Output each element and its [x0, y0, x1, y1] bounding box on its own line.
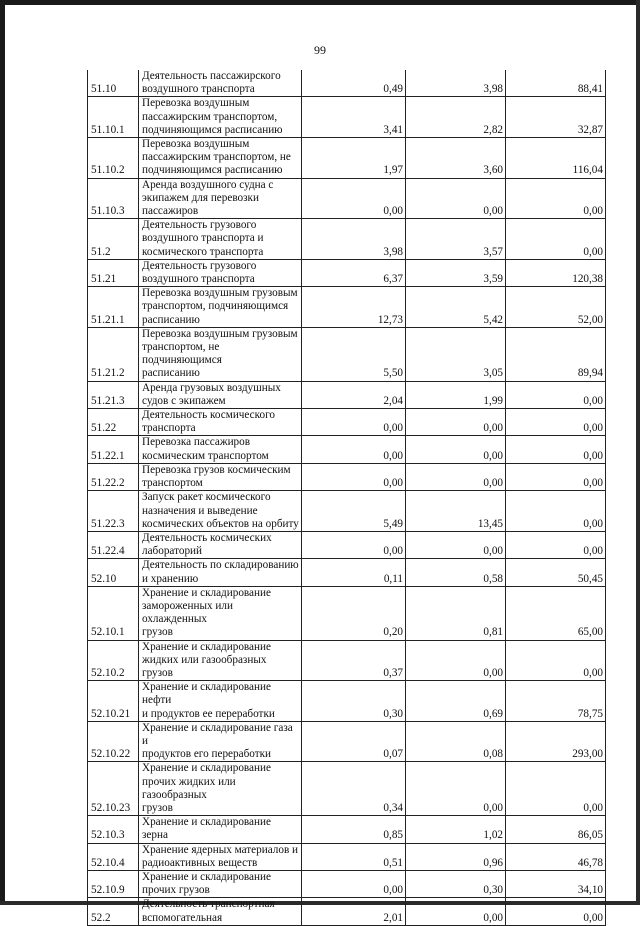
row-value-3-cell: 120,38 — [506, 259, 606, 286]
row-name-cell: Деятельность по складированию и хранению — [139, 559, 302, 586]
row-value-3-cell: 78,75 — [506, 681, 606, 722]
row-value-2-cell: 0,08 — [406, 721, 506, 762]
row-code-cell: 52.2 — [88, 898, 139, 925]
scan-border-left — [0, 0, 5, 905]
row-code-cell: 52.10.3 — [88, 816, 139, 843]
row-value-3-cell: 0,00 — [506, 762, 606, 816]
row-code-cell: 51.10 — [88, 70, 139, 97]
row-code-cell: 51.22.1 — [88, 436, 139, 463]
row-code-cell: 52.10.1 — [88, 586, 139, 640]
table-row — [88, 491, 606, 532]
row-value-3-cell: 88,41 — [506, 70, 606, 97]
row-value-1-cell: 1,97 — [302, 138, 406, 179]
table-row — [88, 681, 606, 722]
row-code-cell: 51.21.3 — [88, 381, 139, 408]
row-value-1-cell: 6,37 — [302, 259, 406, 286]
row-value-2-cell: 1,99 — [406, 381, 506, 408]
row-name-cell: Хранение и складирование газа и продуктов его переработки — [139, 721, 302, 762]
row-value-1-cell: 3,98 — [302, 219, 406, 260]
row-value-1-cell: 0,34 — [302, 762, 406, 816]
row-code-cell: 51.22.4 — [88, 531, 139, 558]
table-body — [88, 70, 606, 925]
row-value-1-cell: 0,49 — [302, 70, 406, 97]
table-row — [88, 816, 606, 843]
table-row — [88, 409, 606, 436]
row-value-1-cell: 0,00 — [302, 436, 406, 463]
row-value-2-cell: 13,45 — [406, 491, 506, 532]
table-row — [88, 640, 606, 681]
row-value-2-cell: 3,60 — [406, 138, 506, 179]
row-value-3-cell: 0,00 — [506, 898, 606, 925]
row-code-cell: 52.10.9 — [88, 870, 139, 897]
table-row — [88, 327, 606, 381]
row-value-3-cell: 0,00 — [506, 531, 606, 558]
row-value-2-cell: 0,00 — [406, 436, 506, 463]
row-value-1-cell: 0,85 — [302, 816, 406, 843]
row-code-cell: 51.21.2 — [88, 327, 139, 381]
row-code-cell: 51.10.3 — [88, 178, 139, 219]
row-code-cell: 51.21.1 — [88, 287, 139, 328]
row-value-1-cell: 0,00 — [302, 409, 406, 436]
row-value-2-cell: 1,02 — [406, 816, 506, 843]
row-value-1-cell: 0,00 — [302, 463, 406, 490]
table-row — [88, 219, 606, 260]
row-name-cell: Перевозка воздушным грузовым транспортом, подчиняющимся расписанию — [139, 287, 302, 328]
row-code-cell: 51.22.3 — [88, 491, 139, 532]
row-value-1-cell: 3,41 — [302, 97, 406, 138]
row-value-3-cell: 0,00 — [506, 491, 606, 532]
row-value-2-cell: 0,30 — [406, 870, 506, 897]
row-name-cell: Хранение и складирование зерна — [139, 816, 302, 843]
table-row — [88, 559, 606, 586]
table-row — [88, 138, 606, 179]
row-name-cell: Хранение ядерных материалов и радиоактивных веществ — [139, 843, 302, 870]
row-value-3-cell: 52,00 — [506, 287, 606, 328]
row-code-cell: 52.10.4 — [88, 843, 139, 870]
row-name-cell: Хранение и складирование жидких или газообразных грузов — [139, 640, 302, 681]
table-row — [88, 843, 606, 870]
row-value-1-cell: 5,49 — [302, 491, 406, 532]
scan-border-top — [0, 0, 640, 5]
row-value-1-cell: 0,20 — [302, 586, 406, 640]
row-name-cell: Деятельность транспортная вспомогательная — [139, 898, 302, 925]
row-value-3-cell: 89,94 — [506, 327, 606, 381]
row-code-cell: 51.10.2 — [88, 138, 139, 179]
row-value-3-cell: 0,00 — [506, 178, 606, 219]
row-code-cell: 51.22 — [88, 409, 139, 436]
row-value-2-cell: 3,57 — [406, 219, 506, 260]
row-value-3-cell: 293,00 — [506, 721, 606, 762]
row-name-cell: Аренда грузовых воздушных судов с экипажем — [139, 381, 302, 408]
row-value-2-cell: 0,58 — [406, 559, 506, 586]
row-name-cell: Деятельность космических лабораторий — [139, 531, 302, 558]
row-value-2-cell: 0,00 — [406, 640, 506, 681]
row-name-cell: Перевозка грузов космическим транспортом — [139, 463, 302, 490]
row-value-2-cell: 2,82 — [406, 97, 506, 138]
table-row — [88, 531, 606, 558]
row-value-1-cell: 12,73 — [302, 287, 406, 328]
row-value-2-cell: 0,00 — [406, 463, 506, 490]
row-name-cell: Перевозка пассажиров космическим транспортом — [139, 436, 302, 463]
row-name-cell: Хранение и складирование замороженных или охлажденных грузов — [139, 586, 302, 640]
row-value-2-cell: 3,59 — [406, 259, 506, 286]
table-row — [88, 381, 606, 408]
row-name-cell: Хранение и складирование прочих грузов — [139, 870, 302, 897]
row-value-3-cell: 86,05 — [506, 816, 606, 843]
row-value-3-cell: 34,10 — [506, 870, 606, 897]
row-value-3-cell: 0,00 — [506, 219, 606, 260]
row-value-2-cell: 0,96 — [406, 843, 506, 870]
row-name-cell: Перевозка воздушным пассажирским транспортом, не подчиняющимся расписанию — [139, 138, 302, 179]
table-row — [88, 463, 606, 490]
row-value-1-cell: 0,30 — [302, 681, 406, 722]
row-value-1-cell: 0,11 — [302, 559, 406, 586]
row-name-cell: Деятельность грузового воздушного транспорта и космического транспорта — [139, 219, 302, 260]
row-value-1-cell: 5,50 — [302, 327, 406, 381]
table-row — [88, 721, 606, 762]
table-row — [88, 762, 606, 816]
row-value-3-cell: 50,45 — [506, 559, 606, 586]
row-code-cell: 52.10.23 — [88, 762, 139, 816]
row-code-cell: 51.10.1 — [88, 97, 139, 138]
row-value-1-cell: 0,00 — [302, 870, 406, 897]
table-row — [88, 870, 606, 897]
table-row — [88, 259, 606, 286]
table-row — [88, 97, 606, 138]
page-number: 99 — [314, 43, 326, 57]
row-name-cell: Деятельность пассажирского воздушного транспорта — [139, 70, 302, 97]
table-row — [88, 898, 606, 925]
row-name-cell: Аренда воздушного судна с экипажем для перевозки пассажиров — [139, 178, 302, 219]
row-value-1-cell: 0,00 — [302, 178, 406, 219]
table-row — [88, 436, 606, 463]
row-value-1-cell: 0,00 — [302, 531, 406, 558]
row-value-2-cell: 3,98 — [406, 70, 506, 97]
row-code-cell: 52.10 — [88, 559, 139, 586]
scan-border-right — [636, 0, 640, 905]
row-value-2-cell: 0,00 — [406, 178, 506, 219]
row-value-2-cell: 0,81 — [406, 586, 506, 640]
row-value-3-cell: 0,00 — [506, 640, 606, 681]
row-name-cell: Деятельность грузового воздушного транспорта — [139, 259, 302, 286]
row-code-cell: 51.22.2 — [88, 463, 139, 490]
row-value-3-cell: 0,00 — [506, 409, 606, 436]
row-value-3-cell: 0,00 — [506, 463, 606, 490]
row-name-cell: Перевозка воздушным пассажирским транспортом, подчиняющимся расписанию — [139, 97, 302, 138]
row-value-1-cell: 0,51 — [302, 843, 406, 870]
row-value-2-cell: 5,42 — [406, 287, 506, 328]
row-value-1-cell: 2,04 — [302, 381, 406, 408]
row-code-cell: 51.2 — [88, 219, 139, 260]
row-value-2-cell: 0,00 — [406, 898, 506, 925]
row-value-1-cell: 2,01 — [302, 898, 406, 925]
table-row — [88, 586, 606, 640]
row-value-1-cell: 0,07 — [302, 721, 406, 762]
row-code-cell: 52.10.2 — [88, 640, 139, 681]
row-value-2-cell: 0,69 — [406, 681, 506, 722]
table-row — [88, 178, 606, 219]
row-value-2-cell: 3,05 — [406, 327, 506, 381]
row-name-cell: Хранение и складирование нефти и продуктов ее переработки — [139, 681, 302, 722]
activity-table — [87, 70, 606, 926]
row-name-cell: Хранение и складирование прочих жидких или газообразных грузов — [139, 762, 302, 816]
row-code-cell: 51.21 — [88, 259, 139, 286]
table-row — [88, 287, 606, 328]
row-value-2-cell: 0,00 — [406, 762, 506, 816]
row-value-1-cell: 0,37 — [302, 640, 406, 681]
row-name-cell: Запуск ракет космического назначения и выведение космических объектов на орбиту — [139, 491, 302, 532]
row-value-3-cell: 46,78 — [506, 843, 606, 870]
row-code-cell: 52.10.22 — [88, 721, 139, 762]
row-name-cell: Деятельность космического транспорта — [139, 409, 302, 436]
row-value-3-cell: 32,87 — [506, 97, 606, 138]
row-value-2-cell: 0,00 — [406, 409, 506, 436]
row-value-3-cell: 65,00 — [506, 586, 606, 640]
row-code-cell: 52.10.21 — [88, 681, 139, 722]
row-value-3-cell: 0,00 — [506, 436, 606, 463]
row-name-cell: Перевозка воздушным грузовым транспортом, не подчиняющимся расписанию — [139, 327, 302, 381]
row-value-2-cell: 0,00 — [406, 531, 506, 558]
table-row — [88, 70, 606, 97]
row-value-3-cell: 116,04 — [506, 138, 606, 179]
row-value-3-cell: 0,00 — [506, 381, 606, 408]
